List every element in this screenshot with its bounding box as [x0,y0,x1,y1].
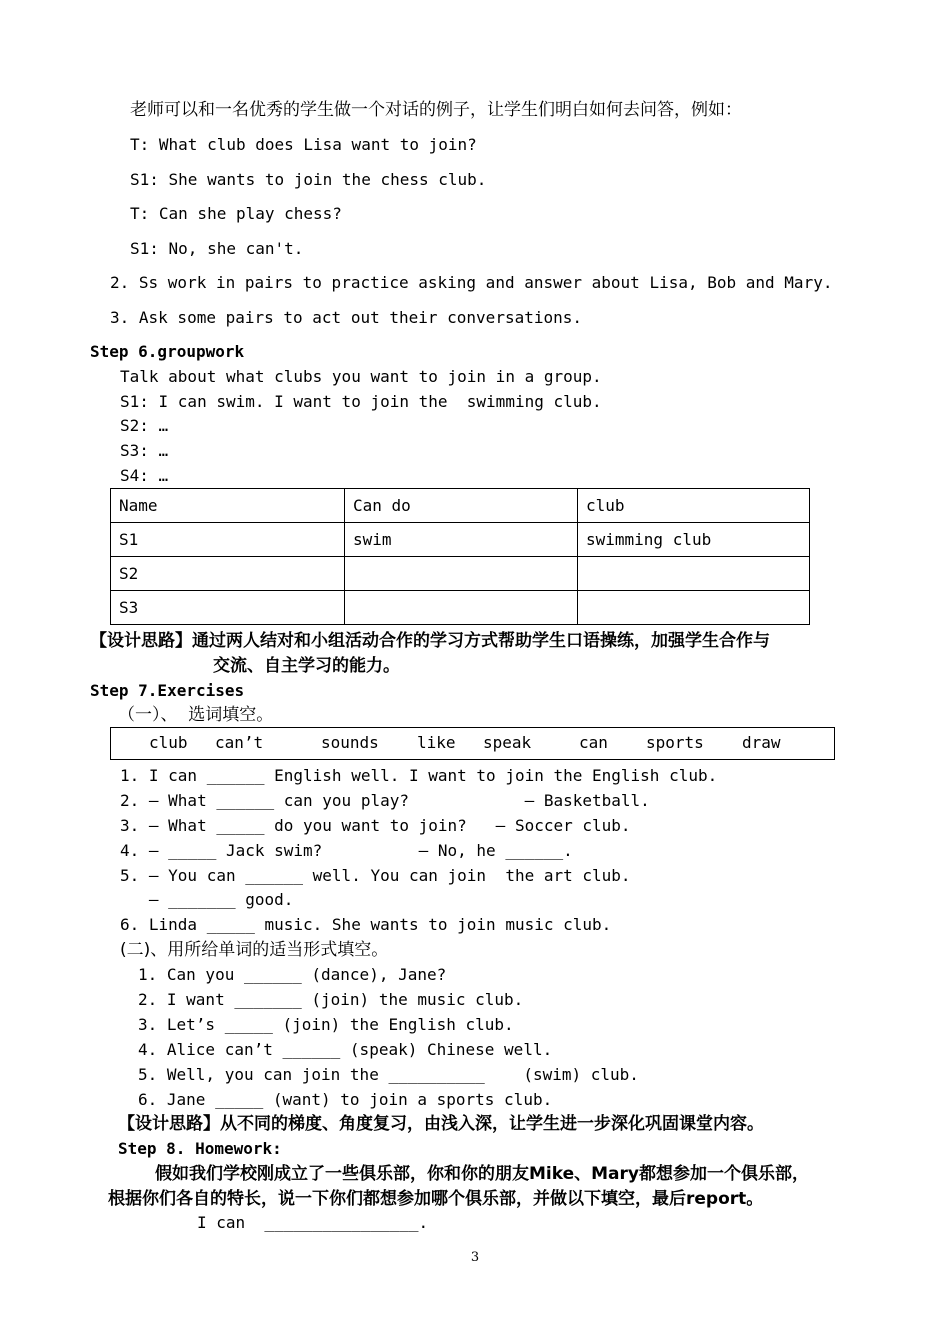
table-header-club: club [578,489,810,523]
table-cell [345,591,578,625]
exercise-item: 2. — What ______ can you play? — Basketball. [120,791,650,810]
table-header-name: Name [111,489,345,523]
design-text: 通过两人结对和小组活动合作的学习方式帮助学生口语操练，加强学生合作与 [192,631,770,651]
exercise-item: 1. Can you ______ (dance), Jane? [138,965,447,984]
exercise-item: 5. — You can ______ well. You can join the art club. [120,866,631,885]
step6-design-note [90,630,770,652]
table-cell: S3 [111,591,345,625]
table-row [111,557,810,591]
step6-line-2: S1: I can swim. I want to join the swimming club. [120,392,602,411]
procedure-step-3: 3. Ask some pairs to act out their conversations. [110,308,583,327]
exercise-item: 3. Let’s _____ (join) the English club. [138,1015,514,1034]
table-row [111,591,810,625]
table-header-can-do: Can do [345,489,578,523]
exercise-item: 5. Well, you can join the __________ (swim) club. [138,1065,639,1084]
step6-line-1: Talk about what clubs you want to join in a group. [120,367,602,386]
part1-title: （一）、 选词填空。 [118,705,274,725]
step6-line-4: S3: … [120,441,169,460]
table-cell [345,557,578,591]
table-cell: swimming club [578,523,810,557]
dialog-line-1: T: What club does Lisa want to join? [130,135,477,154]
groupwork-table [110,488,810,625]
table-cell: S1 [111,523,345,557]
step7-heading: Step 7.Exercises [90,681,245,700]
page-number: 3 [470,1250,480,1265]
design-label: 【设计思路】 [118,1114,220,1134]
step8-heading: Step 8. Homework: [118,1139,282,1158]
word-bank-word: speak [483,733,532,752]
dialog-line-4: S1: No, she can't. [130,239,304,258]
homework-text-2: 根据你们各自的特长，说一下你们都想参加哪个俱乐部，并做以下填空，最后report。 [108,1189,764,1209]
step6-line-5: S4: … [120,466,169,485]
design-text: 从不同的梯度、角度复习，由浅入深，让学生进一步深化巩固课堂内容。 [220,1114,764,1134]
exercise-item: 1. I can ______ English well. I want to join the English club. [120,766,718,785]
exercise-item: 4. — _____ Jack swim? — No, he ______. [120,841,573,860]
step6-design-note-cont: 交流、自主学习的能力。 [213,656,400,676]
table-header-row [111,489,810,523]
dialog-line-3: T: Can she play chess? [130,204,342,223]
exercise-item: 6. Jane _____ (want) to join a sports club. [138,1090,553,1109]
step7-design-note [118,1113,764,1135]
word-bank-word: can [579,733,608,752]
table-cell: S2 [111,557,345,591]
table-cell: swim [345,523,578,557]
word-bank-word: can’t [215,733,264,752]
word-bank-word: sports [646,733,704,752]
exercise-item: 6. Linda _____ music. She wants to join music club. [120,915,612,934]
part2-title: (二)、用所给单词的适当形式填空。 [120,940,389,960]
word-bank-box [110,727,835,760]
intro-instruction: 老师可以和一名优秀的学生做一个对话的例子，让学生们明白如何去问答，例如： [130,100,742,120]
table-cell [578,591,810,625]
exercise-item: 4. Alice can’t ______ (speak) Chinese well. [138,1040,553,1059]
exercise-item: — _______ good. [120,890,294,909]
table-row [111,523,810,557]
word-bank-word: sounds [321,733,379,752]
table-cell [578,557,810,591]
dialog-line-2: S1: She wants to join the chess club. [130,170,487,189]
exercise-item: 3. — What _____ do you want to join? — Soccer club. [120,816,631,835]
word-bank-word: like [417,733,456,752]
step6-line-3: S2: … [120,416,169,435]
design-label: 【设计思路】 [90,631,192,651]
word-bank-word: club [149,733,188,752]
word-bank-word: draw [742,733,781,752]
homework-fill-line: I can ________________. [197,1213,429,1232]
exercise-item: 2. I want _______ (join) the music club. [138,990,524,1009]
step6-heading: Step 6.groupwork [90,342,245,361]
procedure-step-2: 2. Ss work in pairs to practice asking and answer about Lisa, Bob and Mary. [110,273,833,292]
homework-text-1: 假如我们学校刚成立了一些俱乐部，你和你的朋友Mike、Mary都想参加一个俱乐部， [155,1164,809,1184]
